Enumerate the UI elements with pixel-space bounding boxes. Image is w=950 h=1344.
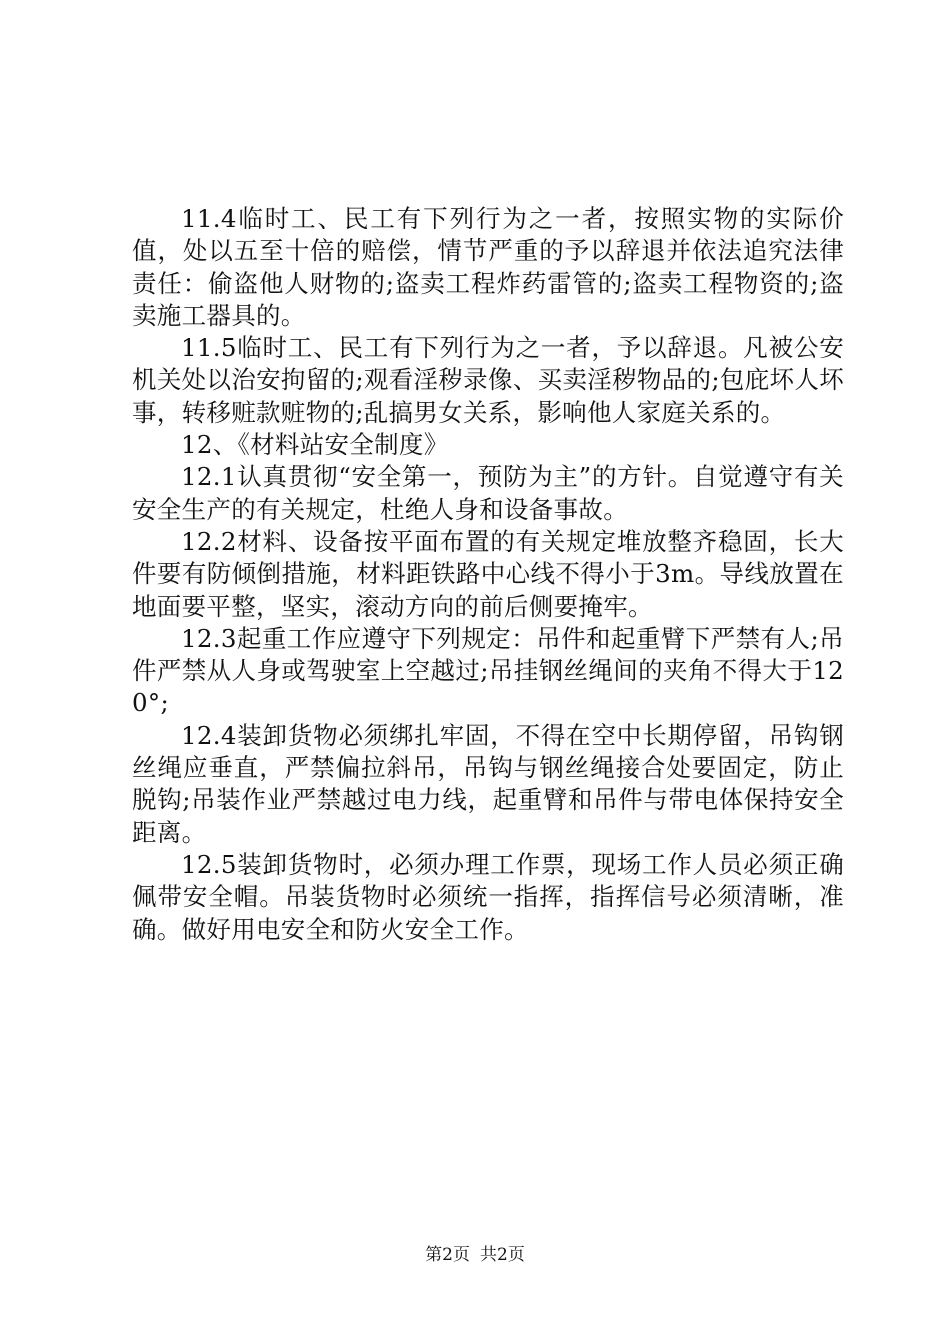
section-heading-12: 12、《材料站安全制度》 (181, 430, 449, 460)
page-footer (0, 1243, 950, 1267)
page-total: 共2页 (480, 1245, 525, 1265)
paragraph-12-5: 12.5装卸货物时，必须办理工作票，现场工作人员必须正确佩带安全帽。吊装货物时必须统一指挥，指挥信号必须清晰，准确。做好用电安全和防火安全工作。 (132, 849, 844, 944)
paragraph-11-5: 11.5临时工、民工有下列行为之一者，予以辞退。凡被公安机关处以治安拘留的;观看淫秽录像、买卖淫秽物品的;包庇坏人坏事，转移赃款赃物的;乱搞男女关系，影响他人家庭关系的。 (132, 333, 844, 427)
paragraph-12-4: 12.4装卸货物必须绑扎牢固，不得在空中长期停留，吊钩钢丝绳应垂直，严禁偏拉斜吊，吊钩与钢丝绳接合处要固定，防止脱钩;吊装作业严禁越过电力线，起重臂和吊件与带电体保持安全距离。 (132, 720, 844, 847)
paragraph-11-4: 11.4临时工、民工有下列行为之一者，按照实物的实际价值，处以五至十倍的赔偿，情节严重的予以辞退并依法追究法律责任：偷盗他人财物的;盗卖工程炸药雷管的;盗卖工程物资的;盗卖施工器具的。 (132, 204, 844, 330)
paragraph-12-1: 12.1认真贯彻“安全第一，预防为主”的方针。自觉遵守有关安全生产的有关规定，杜绝人身和设备事故。 (132, 462, 844, 524)
paragraph-12-2: 12.2材料、设备按平面布置的有关规定堆放整齐稳固，长大件要有防倾倒措施，材料距铁路中心线不得小于3m。导线放置在地面要平整，坚实，滚动方向的前后侧要掩牢。 (132, 526, 844, 621)
paragraph-12-3: 12.3起重工作应遵守下列规定：吊件和起重臂下严禁有人;吊件严禁从人身或驾驶室上空越过;吊挂钢丝绳间的夹角不得大于120°; (132, 623, 844, 718)
document-body (132, 203, 844, 946)
page-number: 第2页 (425, 1245, 470, 1265)
